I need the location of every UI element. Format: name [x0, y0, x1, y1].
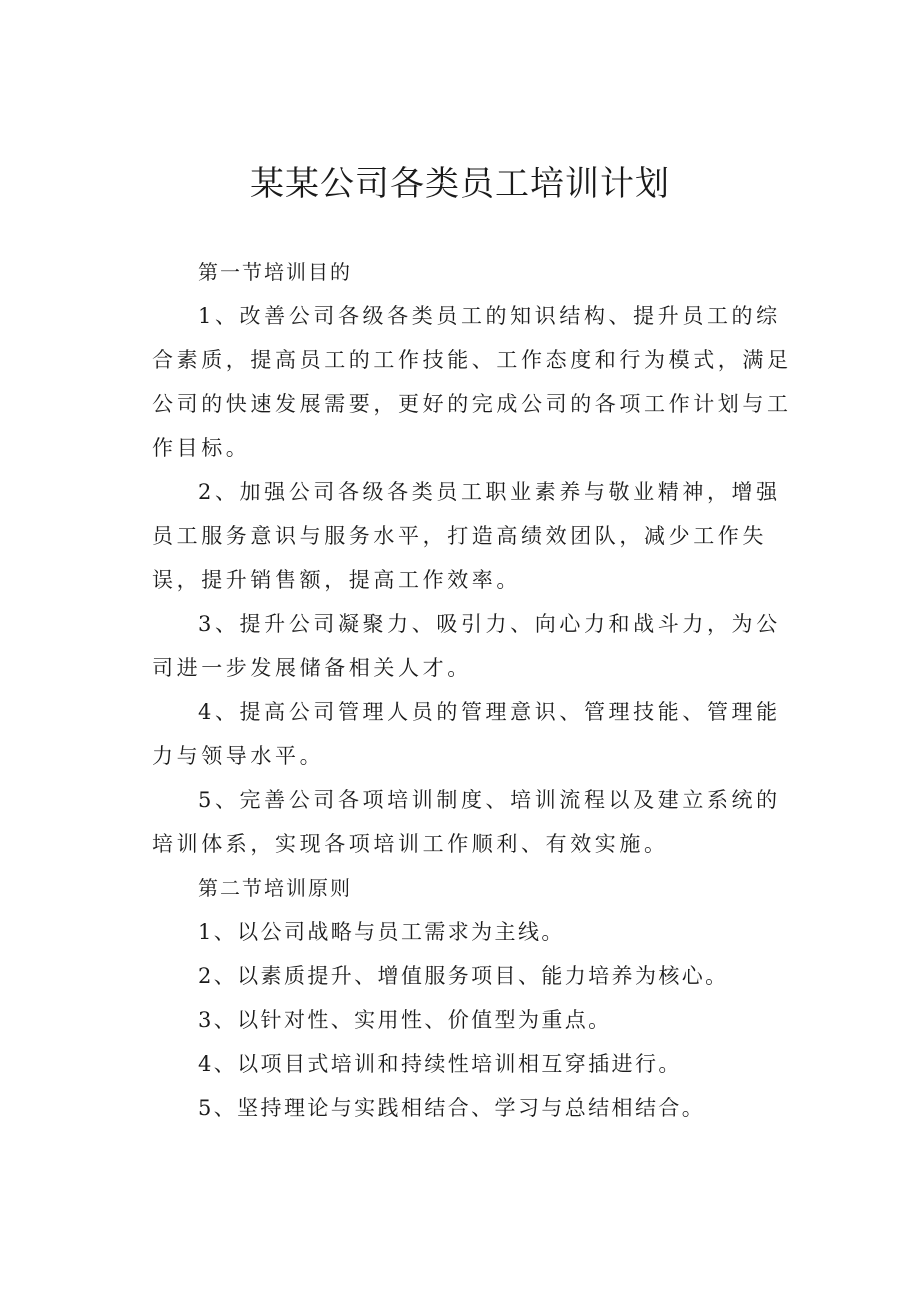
- principle-item-1: 1、以公司战略与员工需求为主线。: [198, 920, 565, 944]
- section-heading-principles: 第二节培训原则: [198, 876, 352, 900]
- principle-item-5: 5、坚持理论与实践相结合、学习与总结相结合。: [198, 1096, 706, 1120]
- purpose-item-4: 4、提高公司管理人员的管理意识、管理技能、管理能力与领导水平。: [152, 700, 781, 768]
- document-title: 某某公司各类员工培训计划: [250, 164, 670, 204]
- principle-item-3: 3、以针对性、实用性、价值型为重点。: [198, 1008, 612, 1032]
- section-heading-purpose: 第一节培训目的: [198, 260, 352, 284]
- document-body: [152, 250, 802, 1130]
- purpose-item-5: 5、完善公司各项培训制度、培训流程以及建立系统的培训体系，实现各项培训工作顺利、有效实施。: [152, 788, 781, 856]
- purpose-item-1: 1、改善公司各级各类员工的知识结构、提升员工的综合素质，提高员工的工作技能、工作态度和行为模式，满足公司的快速发展需要，更好的完成公司的各项工作计划与工作目标。: [152, 304, 792, 460]
- principle-item-2: 2、以素质提升、增值服务项目、能力培养为核心。: [198, 964, 729, 988]
- principle-item-4: 4、以项目式培训和持续性培训相互穿插进行。: [198, 1052, 682, 1076]
- purpose-item-3: 3、提升公司凝聚力、吸引力、向心力和战斗力，为公司进一步发展储备相关人才。: [152, 612, 781, 680]
- purpose-item-2: 2、加强公司各级各类员工职业素养与敬业精神，增强员工服务意识与服务水平，打造高绩效团队，减少工作失误，提升销售额，提高工作效率。: [152, 480, 781, 592]
